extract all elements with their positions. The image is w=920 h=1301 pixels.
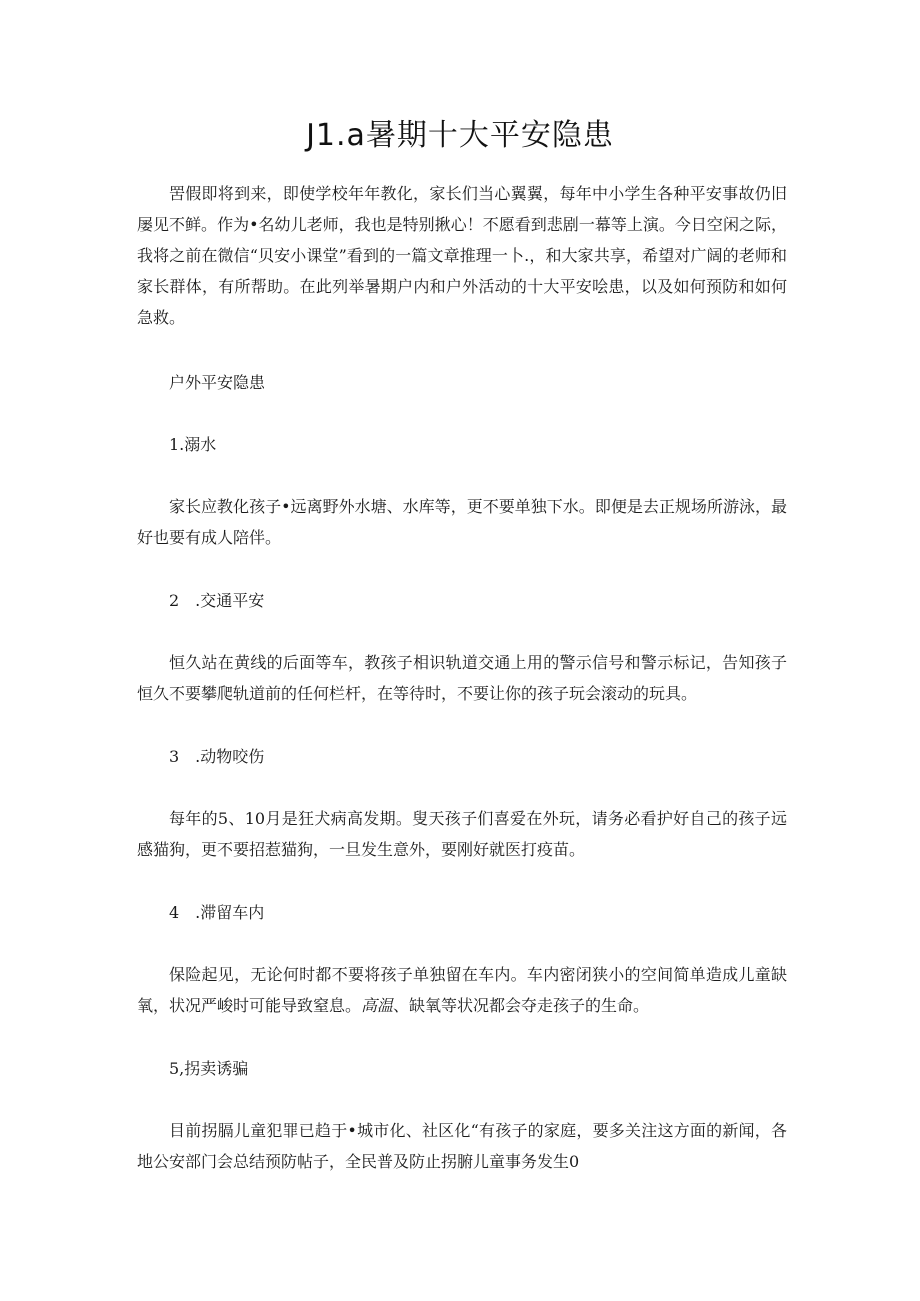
item-paragraph-4-part-a: 保险起见，无论何时都不要将孩子单独留在车内。车内密闭狭小的空间简单造成儿童缺氧，状况严峻时可能导致窒息。	[137, 965, 787, 1015]
item-paragraph-2: 恒久站在黄线的后面等车，教孩子相识轨道交通上用的警示信号和警示标记，告知孩子恒久不要攀爬轨道前的任何栏杆，在等待时，不要让你的孩子玩会滚动的玩具。	[137, 653, 787, 703]
intro-paragraph: 罟假即将到来，即使学校年年教化，家长们当心翼翼，每年中小学生各种平安事故仍旧屡见不鲜。作为•名幼儿老师，我也是特别揪心！不愿看到悲剧一幕等上演。今日空闲之际，我将之前在微信“贝安小课堂”看到的一篇文章推理一卜.，和大家共享，希望对广阔的老师和家长群体，有所帮助。在此列举暑期户内和户外活动的十大平安哙患，以及如何预防和如何急救。	[137, 184, 787, 327]
item-paragraph-3: 每年的5、10月是狂犬病高发期。叟天孩子们喜爱在外玩，请务必看护好自己的孩子远感猫狗，更不要招惹猫狗，一旦发生意外，要刚好就医打疫苗。	[137, 809, 787, 859]
section-heading-outdoor: 户外平安隐患	[169, 373, 266, 392]
item-paragraph-4	[137, 959, 787, 1021]
item-heading-4: 4 .滞留车内	[169, 903, 265, 922]
item-paragraph-4-italic: 高温	[361, 996, 394, 1015]
item-paragraph-5: 目前拐膈儿童犯罪已趋于•城市化、社区化“有孩子的家庭，要多关注这方面的新闻，各地公安部门会总结预防帖子，全民普及防止拐腑儿童事务发生0	[137, 1121, 787, 1171]
document-body	[137, 178, 787, 1177]
document-title: J1.a暑期十大平安隐患	[306, 118, 614, 153]
item-paragraph-4-part-b: 、缺氧等状况都会夺走孩子的生命。	[393, 996, 650, 1015]
item-heading-2: 2 .交通平安	[169, 591, 265, 610]
item-heading-1: 1.溺水	[169, 435, 217, 454]
item-heading-3: 3 .动物咬伤	[169, 747, 265, 766]
item-paragraph-1: 家长应教化孩子•远离野外水塘、水库等，更不要单独下水。即便是去正规场所游泳，最好也要有成人陪伴。	[137, 497, 787, 547]
item-heading-5: 5,拐卖诱骗	[169, 1059, 249, 1078]
